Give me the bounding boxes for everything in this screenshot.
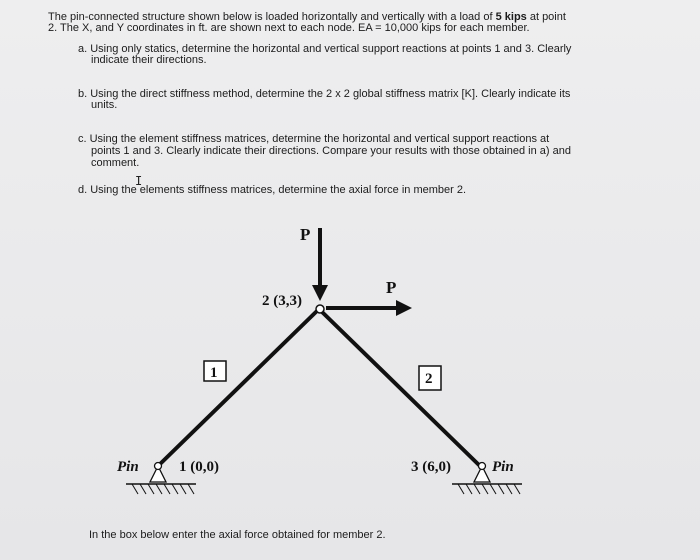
member-2 — [319, 309, 480, 466]
question-a-line-2: indicate their directions. — [91, 54, 207, 66]
node-2-label: 2 (3,3) — [262, 293, 302, 309]
node-2-pin — [316, 305, 324, 313]
answer-box-instruction: In the box below enter the axial force obtained for member 2. — [89, 529, 386, 541]
intro-line-1-tail: at point — [526, 11, 566, 23]
question-b-line-2: units. — [91, 99, 118, 111]
text-cursor-icon: I — [135, 174, 143, 188]
question-c-line-3: comment. — [91, 157, 140, 169]
vertical-load-arrow-icon — [312, 285, 328, 301]
member-1 — [158, 309, 319, 466]
question-a-line-1: a. Using only statics, determine the horizontal and vertical support reactions at points 1 and 3. Clearly — [78, 43, 572, 55]
left-ground-hatch-icon — [132, 484, 194, 494]
question-d-line-1: d. Using the elements stiffness matrices, determine the axial force in member 2. — [78, 184, 467, 196]
intro-line-1-text: The pin-connected structure shown below is loaded horizontally and vertically with a load of — [48, 11, 496, 23]
right-ground-hatch-icon — [458, 484, 520, 494]
node-3-label: 3 (6,0) — [411, 459, 451, 475]
horizontal-load-label: P — [386, 278, 397, 297]
node-3-pin — [479, 463, 486, 470]
left-support-label: Pin — [117, 459, 139, 475]
question-c-line-1: c. Using the element stiffness matrices, determine the horizontal and vertical support reactions at — [78, 133, 550, 145]
question-b-line-1: b. Using the direct stiffness method, determine the 2 x 2 global stiffness matrix [K]. Clearly indicate its — [78, 88, 571, 100]
intro-line-2: 2. The X, and Y coordinates in ft. are shown next to each node. EA = 10,000 kips for each member. — [48, 22, 530, 34]
member-2-label: 2 — [425, 371, 433, 387]
node-1-pin — [155, 463, 162, 470]
right-support-label: Pin — [492, 459, 514, 475]
vertical-load-label: P — [300, 225, 311, 244]
member-1-label: 1 — [210, 365, 218, 381]
load-magnitude: 5 kips — [495, 11, 527, 23]
node-1-label: 1 (0,0) — [179, 459, 219, 475]
question-c-line-2: points 1 and 3. Clearly indicate their directions. Compare your results with those obtained in a) and — [91, 145, 571, 157]
horizontal-load-arrow-icon — [396, 300, 412, 316]
